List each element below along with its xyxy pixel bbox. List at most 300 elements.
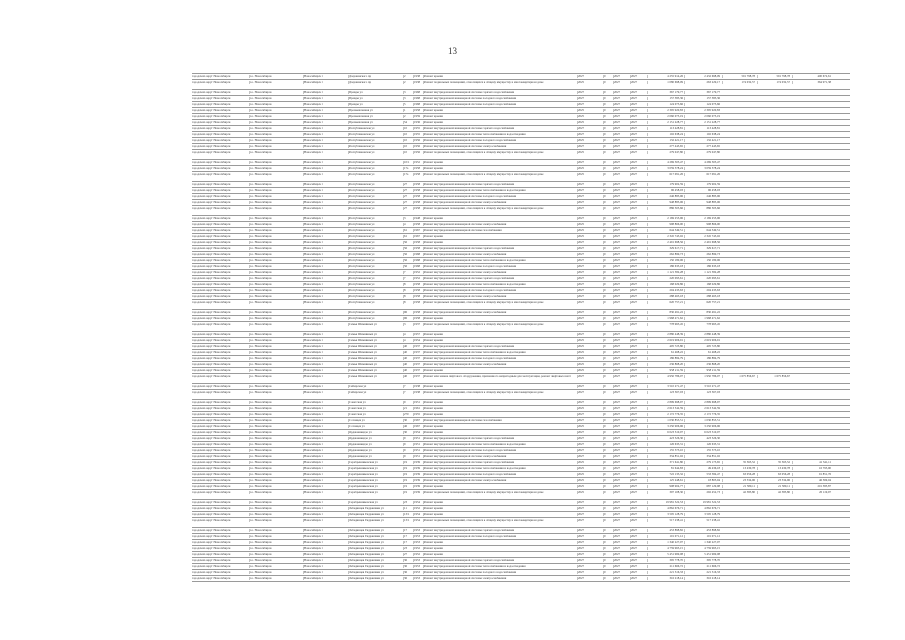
end-year-cell: 2027 [630, 529, 645, 532]
flag-cell: 0 [603, 277, 609, 280]
start-year-cell: 2027 [613, 241, 628, 244]
municipality-cell: городской округ Новосибирск [192, 491, 231, 494]
end-year-cell: 2027 [630, 571, 645, 574]
year-cell: 1951 [414, 443, 420, 446]
district-cell: г.о. Новосибирск [249, 97, 302, 100]
plan-year-cell: 2025 [577, 121, 590, 124]
house-cell: 40 [403, 369, 412, 372]
street-cell: Орджоникидзе ул [348, 437, 401, 440]
end-year-cell: 2027 [630, 167, 645, 170]
fund-cost-cell: 1 950 786,07 [684, 375, 720, 378]
municipality-cell: городской округ Новосибирск [192, 217, 231, 220]
house-cell: 13/1 [403, 519, 412, 522]
fund-cost-cell: 19 981 522,53 [684, 501, 720, 504]
fund-cost-cell: 1 968 471,62 [684, 317, 720, 320]
fund-cost-cell: 279 047,80 [684, 151, 720, 154]
district-cell: г.о. Новосибирск [249, 369, 302, 372]
street-cell: Республиканская ул [348, 127, 401, 130]
flag-cell: 0 [603, 235, 609, 238]
work-type-cell: Ремонт внутридомовой инженерной системы теплоснабжения и водоотведения [423, 351, 574, 354]
fund-cost-cell: 1 340 227,07 [684, 541, 720, 544]
start-year-cell: 2027 [613, 507, 628, 510]
municipality-cell: городской округ Новосибирск [192, 167, 231, 170]
budget-cost-cell: 174 032,57 [722, 81, 755, 84]
district-cell: г.о. Новосибирск [249, 351, 302, 354]
city-cell: Новосибирск г [303, 425, 346, 428]
house-cell: 56 [403, 241, 412, 244]
plan-year-cell: 2025 [577, 229, 590, 232]
work-type-cell: Ремонт крыши [423, 401, 574, 404]
street-cell: Лебединцев Гидравлики ул [348, 559, 401, 562]
flag-cell: 0 [603, 283, 609, 286]
start-year-cell: 2027 [613, 109, 628, 112]
year-cell: 1954 [414, 519, 420, 522]
fund-cost-cell: 102 638,24 [684, 133, 720, 136]
district-cell: г.о. Новосибирск [249, 529, 302, 532]
fund-cost-cell: 3 250 906,96 [684, 425, 720, 428]
district-cell: г.о. Новосибирск [249, 133, 302, 136]
year-cell: 1959 [414, 115, 420, 118]
plan-year-cell: 2027 [577, 513, 590, 516]
street-cell: Республиканская ул [348, 133, 401, 136]
total-cost-cell: 2 169 253,96 [647, 217, 683, 220]
flag-cell: 0 [603, 265, 609, 268]
municipality-cell: городской округ Новосибирск [192, 351, 231, 354]
district-cell: г.о. Новосибирск [249, 431, 302, 434]
flag-cell: 0 [603, 401, 609, 404]
district-cell: г.о. Новосибирск [249, 449, 302, 452]
start-year-cell: 2027 [613, 295, 628, 298]
end-year-cell: 2027 [630, 133, 645, 136]
house-cell: 2 [403, 115, 412, 118]
municipality-cell: городской округ Новосибирск [192, 271, 231, 274]
city-cell: Новосибирск г [303, 479, 346, 482]
end-year-cell: 2027 [630, 253, 645, 256]
city-cell: Новосибирск г [303, 115, 346, 118]
city-cell: Новосибирск г [303, 139, 346, 142]
district-cell: г.о. Новосибирск [249, 91, 302, 94]
work-type-cell: Ремонт крыши [423, 167, 574, 170]
flag-cell: 0 [603, 565, 609, 568]
end-year-cell: 2027 [630, 385, 645, 388]
street-cell: Семьи Шамшиных ул [348, 345, 401, 348]
municipality-cell: городской округ Новосибирск [192, 277, 231, 280]
total-cost-cell: 19 981 522,53 [647, 501, 683, 504]
year-cell: 1954 [414, 513, 420, 516]
street-cell: Серебренниковская ул [348, 491, 401, 494]
year-cell: 1968 [414, 259, 420, 262]
year-cell: 1954 [414, 339, 420, 342]
year-cell: 1968 [414, 103, 420, 106]
district-cell: г.о. Новосибирск [249, 253, 302, 256]
start-year-cell: 2027 [613, 127, 628, 130]
city-cell: Новосибирск г [303, 189, 346, 192]
plan-year-cell: 2027 [577, 283, 590, 286]
flag-cell: 0 [603, 369, 609, 372]
fund-cost-cell: 2 491 698,56 [684, 241, 720, 244]
municipality-cell: городской округ Новосибирск [192, 553, 231, 556]
street-cell: Республиканская ул [348, 235, 401, 238]
year-cell: 1939 [414, 467, 420, 470]
work-type-cell: Ремонт крыши [423, 553, 574, 556]
year-cell: 1958 [414, 183, 420, 186]
flag-cell: 0 [603, 577, 609, 580]
start-year-cell: 2027 [613, 375, 628, 378]
flag-cell: 0 [603, 449, 609, 452]
plan-year-cell: 2025 [577, 491, 590, 494]
total-cost-cell: 277 443,65 [647, 145, 683, 148]
street-cell: Серебренниковская ул [348, 485, 401, 488]
flag-cell: 0 [603, 167, 609, 170]
owners-cost-cell: 400 672,61 [792, 75, 831, 78]
fund-cost-cell: 395 778,70 [684, 559, 720, 562]
year-cell: 1958 [414, 189, 420, 192]
municipality-cell: городской округ Новосибирск [192, 121, 231, 124]
municipality-cell: городской округ Новосибирск [192, 189, 231, 192]
district-cell: г.о. Новосибирск [249, 391, 302, 394]
flag-cell: 0 [603, 97, 609, 100]
house-cell: 11 [403, 507, 412, 510]
house-cell: 23 [403, 501, 412, 504]
municipality-cell: городской округ Новосибирск [192, 133, 231, 136]
total-cost-cell: 1 121 582,28 [647, 271, 683, 274]
fund-cost-cell: 96 458,03 [684, 189, 720, 192]
plan-year-cell: 2027 [577, 507, 590, 510]
municipality-cell: городской округ Новосибирск [192, 75, 231, 78]
house-cell: 3 [403, 91, 412, 94]
fund-cost-cell: 1 030 853,51 [684, 419, 720, 422]
year-cell: 1951 [414, 449, 420, 452]
fund-cost-cell: 644 349,51 [684, 229, 720, 232]
start-year-cell: 2027 [613, 229, 628, 232]
table-row [192, 80, 850, 90]
district-cell: г.о. Новосибирск [249, 535, 302, 538]
fund-cost-cell: 4 269 303,47 [684, 161, 720, 164]
end-year-cell: 2027 [630, 351, 645, 354]
work-type-cell: Ремонт крыши [423, 339, 574, 342]
plan-year-cell: 2027 [577, 535, 590, 538]
city-cell: Новосибирск г [303, 173, 346, 176]
district-cell: г.о. Новосибирск [249, 277, 302, 280]
house-cell: 19 [403, 473, 412, 476]
flag-cell: 0 [603, 339, 609, 342]
total-cost-cell: 262 899,73 [647, 253, 683, 256]
year-cell: 1958 [414, 295, 420, 298]
start-year-cell: 2027 [613, 217, 628, 220]
street-cell: Сибирская ул [348, 391, 401, 394]
total-cost-cell: 4 759 965,15 [647, 547, 683, 550]
district-cell: г.о. Новосибирск [249, 565, 302, 568]
flag-cell: 0 [603, 333, 609, 336]
street-cell: Республиканская ул [348, 289, 401, 292]
fund-cost-cell: 288 463,18 [684, 295, 720, 298]
total-cost-cell: 371 641,80 [647, 461, 683, 464]
start-year-cell: 2027 [613, 571, 628, 574]
district-cell: г.о. Новосибирск [249, 401, 302, 404]
total-cost-cell: 61 468,22 [647, 351, 683, 354]
flag-cell: 0 [603, 247, 609, 250]
street-cell: Лебединцев Гидравлики ул [348, 529, 401, 532]
municipality-cell: городской округ Новосибирск [192, 513, 231, 516]
house-cell: 23 [403, 547, 412, 550]
end-year-cell: 2027 [630, 535, 645, 538]
municipality-cell: городской округ Новосибирск [192, 91, 231, 94]
city-cell: Новосибирск г [303, 407, 346, 410]
total-cost-cell: 157 383,36 [647, 97, 683, 100]
local-cost-cell: 35 563,52 [757, 461, 790, 464]
street-cell: Республиканская ул [348, 265, 401, 268]
plan-year-cell: 2027 [577, 529, 590, 532]
total-cost-cell: 186 633,18 [647, 265, 683, 268]
year-cell: 1958 [414, 167, 420, 170]
district-cell: г.о. Новосибирск [249, 235, 302, 238]
end-year-cell: 2027 [630, 565, 645, 568]
house-cell: 30 [403, 419, 412, 422]
plan-year-cell: 2027 [577, 207, 590, 210]
flag-cell: 0 [603, 541, 609, 544]
total-cost-cell: 101 071,12 [647, 535, 683, 538]
fund-cost-cell: 49 436,18 [684, 467, 720, 470]
house-cell: 46 [403, 425, 412, 428]
municipality-cell: городской округ Новосибирск [192, 311, 231, 314]
house-cell: 8 [403, 301, 412, 304]
total-cost-cell: 453 898,82 [647, 529, 683, 532]
plan-year-cell: 2025 [577, 351, 590, 354]
year-cell: 1967 [414, 229, 420, 232]
street-cell: Промышленная ул [348, 109, 401, 112]
fund-cost-cell: 1 121 582,28 [684, 271, 720, 274]
house-cell: 40 [403, 351, 412, 354]
fund-cost-cell: 2 880 448,39 [684, 333, 720, 336]
end-year-cell: 2027 [630, 91, 645, 94]
house-cell: 10 [403, 133, 412, 136]
city-cell: Новосибирск г [303, 461, 346, 464]
plan-year-cell: 2025 [577, 167, 590, 170]
start-year-cell: 2027 [613, 479, 628, 482]
district-cell: г.о. Новосибирск [249, 519, 302, 522]
municipality-cell: городской округ Новосибирск [192, 485, 231, 488]
fund-cost-cell: 958 211,59 [684, 369, 720, 372]
house-cell: 27 [403, 553, 412, 556]
plan-year-cell: 2027 [577, 289, 590, 292]
plan-year-cell: 2027 [577, 253, 590, 256]
city-cell: Новосибирск г [303, 183, 346, 186]
city-cell: Новосибирск г [303, 207, 346, 210]
work-type-cell: Ремонт крыши [423, 121, 574, 124]
house-cell: 36 [403, 571, 412, 574]
street-cell: Семьи Шамшиных ул [348, 357, 401, 360]
end-year-cell: 2027 [630, 283, 645, 286]
total-cost-cell: 6 023 510,07 [647, 431, 683, 434]
city-cell: Новосибирск г [303, 449, 346, 452]
total-cost-cell: 2 899 698,97 [647, 401, 683, 404]
year-cell: 1958 [414, 109, 420, 112]
city-cell: Новосибирск г [303, 345, 346, 348]
year-cell: 1957 [414, 333, 420, 336]
house-cell: 56 [403, 259, 412, 262]
municipality-cell: городской округ Новосибирск [192, 577, 231, 580]
house-cell: 21 [403, 407, 412, 410]
table-row [192, 206, 850, 216]
total-cost-cell: 204 433,63 [647, 289, 683, 292]
end-year-cell: 2027 [630, 485, 645, 488]
house-cell: 8 [403, 283, 412, 286]
municipality-cell: городской округ Новосибирск [192, 559, 231, 562]
year-cell: 1955 [414, 413, 420, 416]
year-cell: 1939 [414, 473, 420, 476]
program-table [192, 73, 850, 582]
work-type-cell: Ремонт внутридомовой инженерной системы горячего водоснабжения [423, 247, 574, 250]
street-cell: Республиканская ул [348, 223, 401, 226]
total-cost-cell: 126 633,31 [647, 443, 683, 446]
city-cell: Новосибирск г [303, 553, 346, 556]
fund-cost-cell: 2 899 698,97 [684, 401, 720, 404]
plan-year-cell: 2027 [577, 571, 590, 574]
total-cost-cell: 517 238,41 [647, 519, 683, 522]
end-year-cell: 2027 [630, 115, 645, 118]
plan-year-cell: 2027 [577, 559, 590, 562]
house-cell: 61 [403, 235, 412, 238]
street-cell: Сотовцев ул [348, 419, 401, 422]
district-cell: г.о. Новосибирск [249, 507, 302, 510]
municipality-cell: городской округ Новосибирск [192, 519, 231, 522]
start-year-cell: 2027 [613, 407, 628, 410]
start-year-cell: 2027 [613, 501, 628, 504]
start-year-cell: 2027 [613, 115, 628, 118]
budget-cost-cell: 23 334,96 [722, 479, 755, 482]
municipality-cell: городской округ Новосибирск [192, 425, 231, 428]
start-year-cell: 2027 [613, 133, 628, 136]
city-cell: Новосибирск г [303, 351, 346, 354]
fund-cost-cell: 277 443,65 [684, 145, 720, 148]
budget-cost-cell: 13 430,78 [722, 467, 755, 470]
municipality-cell: городской округ Новосибирск [192, 407, 231, 410]
city-cell: Новосибирск г [303, 501, 346, 504]
street-cell: Семьи Шамшиных ул [348, 351, 401, 354]
year-cell: 1968 [414, 97, 420, 100]
year-cell: 1952 [414, 161, 420, 164]
city-cell: Новосибирск г [303, 513, 346, 516]
owners-cost-cell: 91 851,76 [792, 473, 831, 476]
start-year-cell: 2027 [613, 97, 628, 100]
start-year-cell: 2027 [613, 559, 628, 562]
end-year-cell: 2027 [630, 121, 645, 124]
owners-cost-cell: 364 971,38 [792, 81, 831, 84]
district-cell: г.о. Новосибирск [249, 333, 302, 336]
work-type-cell: Ремонт подвальных помещений, относящихся к общему имуществу в многоквартирном доме [423, 207, 574, 210]
city-cell: Новосибирск г [303, 127, 346, 130]
city-cell: Новосибирск г [303, 323, 346, 326]
fund-cost-cell: 3 510 271,47 [684, 385, 720, 388]
local-cost-cell: 174 032,57 [757, 81, 790, 84]
total-cost-cell: 830 491,22 [647, 311, 683, 314]
plan-year-cell: 2025 [577, 461, 590, 464]
plan-year-cell: 2027 [577, 75, 590, 78]
end-year-cell: 2027 [630, 541, 645, 544]
house-cell: 40 [403, 357, 412, 360]
flag-cell: 0 [603, 195, 609, 198]
municipality-cell: городской округ Новосибирск [192, 183, 231, 186]
fund-cost-cell: 620 757,21 [684, 301, 720, 304]
house-cell: 61 [403, 229, 412, 232]
work-type-cell: Ремонт внутридомовой инженерной системы электроснабжения [423, 577, 574, 580]
district-cell: г.о. Новосибирск [249, 345, 302, 348]
year-cell: 1956 [414, 139, 420, 142]
district-cell: г.о. Новосибирск [249, 467, 302, 470]
fund-cost-cell: 123 567,03 [684, 391, 720, 394]
city-cell: Новосибирск г [303, 265, 346, 268]
municipality-cell: городской округ Новосибирск [192, 127, 231, 130]
street-cell: Республиканская ул [348, 183, 401, 186]
work-type-cell: Ремонт внутридомовой инженерной системы горячего водоснабжения [423, 91, 574, 94]
total-cost-cell: 405 725,80 [647, 345, 683, 348]
house-cell: 2 [403, 75, 412, 78]
city-cell: Новосибирск г [303, 301, 346, 304]
house-cell: 54 [403, 121, 412, 124]
plan-year-cell: 2025 [577, 407, 590, 410]
start-year-cell: 2027 [613, 207, 628, 210]
street-cell: Дзержинского пр [348, 81, 401, 84]
street-cell: Республиканская ул [348, 241, 401, 244]
start-year-cell: 2027 [613, 535, 628, 538]
end-year-cell: 2027 [630, 501, 645, 504]
work-type-cell: Ремонт крыши [423, 317, 574, 320]
city-cell: Новосибирск г [303, 437, 346, 440]
end-year-cell: 2027 [630, 363, 645, 366]
flag-cell: 0 [603, 75, 609, 78]
end-year-cell: 2027 [630, 277, 645, 280]
municipality-cell: городской округ Новосибирск [192, 301, 231, 304]
flag-cell: 0 [603, 127, 609, 130]
plan-year-cell: 2025 [577, 357, 590, 360]
plan-year-cell: 2027 [577, 195, 590, 198]
flag-cell: 0 [603, 559, 609, 562]
house-cell: 7 [403, 391, 412, 394]
total-cost-cell: 334 851,02 [647, 455, 683, 458]
total-cost-cell: 2 172 776,35 [647, 413, 683, 416]
city-cell: Новосибирск г [303, 317, 346, 320]
total-cost-cell: 3 505 128,79 [647, 513, 683, 516]
street-cell: Правды ул [348, 103, 401, 106]
house-cell: 36 [403, 577, 412, 580]
plan-year-cell: 2027 [577, 419, 590, 422]
start-year-cell: 2027 [613, 547, 628, 550]
district-cell: г.о. Новосибирск [249, 443, 302, 446]
city-cell: Новосибирск г [303, 253, 346, 256]
plan-year-cell: 2025 [577, 223, 590, 226]
fund-cost-cell: 263 229,17 [684, 81, 720, 84]
municipality-cell: городской округ Новосибирск [192, 161, 231, 164]
city-cell: Новосибирск г [303, 357, 346, 360]
work-type-cell: Ремонт внутридомовой инженерной системы горячего водоснабжения [423, 183, 574, 186]
work-type-cell: Ремонт подвальных помещений, относящихся к общему имуществу в многоквартирном доме [423, 301, 574, 304]
street-cell: Лебединцев Гидравлики ул [348, 507, 401, 510]
city-cell: Новосибирск г [303, 259, 346, 262]
district-cell: г.о. Новосибирск [249, 311, 302, 314]
municipality-cell: городской округ Новосибирск [192, 145, 231, 148]
fund-cost-cell: 533 584,47 [684, 473, 720, 476]
total-cost-cell: 179 902,59 [647, 183, 683, 186]
plan-year-cell: 2025 [577, 363, 590, 366]
local-cost-cell: 13 430,78 [757, 467, 790, 470]
plan-year-cell: 2027 [577, 161, 590, 164]
house-cell: 9 [403, 401, 412, 404]
flag-cell: 0 [603, 229, 609, 232]
end-year-cell: 2027 [630, 553, 645, 556]
start-year-cell: 2027 [613, 357, 628, 360]
end-year-cell: 2027 [630, 547, 645, 550]
plan-year-cell: 2027 [577, 311, 590, 314]
